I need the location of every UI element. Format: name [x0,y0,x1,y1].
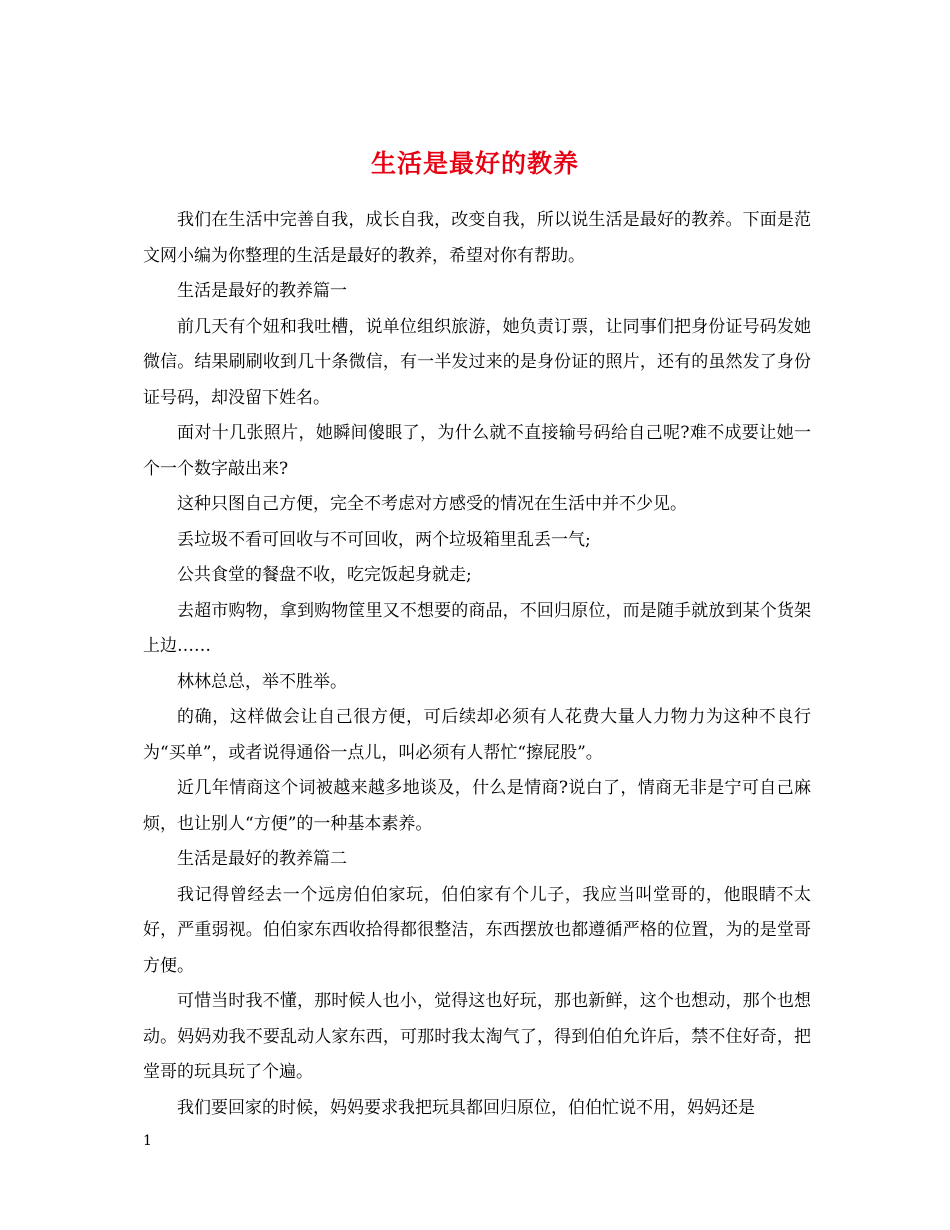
page-number: 1 [143,1133,152,1149]
paragraph: 林林总总，举不胜举。 [177,671,347,692]
section-heading: 生活是最好的教养篇二 [177,849,347,869]
paragraph: 我们要回家的时候，妈妈要求我把玩具都回归原位，伯伯忙说不用，妈妈还是 [177,1097,755,1118]
paragraph: 公共食堂的餐盘不收，吃完饭起身就走; [177,565,472,585]
paragraph: 这种只图自己方便，完全不考虑对方感受的情况在生活中并不少见。 [177,494,687,514]
paragraph: 我们在生活中完善自我，成长自我，改变自我，所以说生活是最好的教养。下面是范文网小编为你整理的生活是最好的教养，希望对你有帮助。 [143,210,811,266]
paragraph: 去超市购物，拿到购物筐里又不想要的商品，不回归原位，而是随手就放到某个货架上边…… [143,600,811,656]
paragraph: 面对十几张照片，她瞬间傻眼了，为什么就不直接输号码给自己呢?难不成要让她一个一个数字敲出来? [143,423,811,479]
paragraph: 近几年情商这个词被越来越多地谈及，什么是情商?说白了，情商无非是宁可自己麻烦，也让别人“方便”的一种基本素养。 [143,778,811,834]
document-title: 生活是最好的教养 [370,148,579,178]
paragraph: 丢垃圾不看可回收与不可回收，两个垃圾箱里乱丢一气; [177,529,591,550]
paragraph: 的确，这样做会让自己很方便，可后续却必须有人花费大量人力物力为这种不良行为“买单”，或者说得通俗一点儿，叫必须有人帮忙“擦屁股”。 [143,707,811,763]
document-body [143,203,811,1126]
paragraph: 前几天有个妞和我吐槽，说单位组织旅游，她负责订票，让同事们把身份证号码发她微信。结果刷刷收到几十条微信，有一半发过来的是身份证的照片，还有的虽然发了身份证号码，却没留下姓名。 [143,316,811,408]
paragraph: 我记得曾经去一个远房伯伯家玩，伯伯家有个儿子，我应当叫堂哥的，他眼睛不太好，严重弱视。伯伯家东西收拾得都很整洁，东西摆放也都遵循严格的位置，为的是堂哥方便。 [143,884,811,976]
section-heading: 生活是最好的教养篇一 [177,281,347,301]
paragraph: 可惜当时我不懂，那时候人也小，觉得这也好玩，那也新鲜，这个也想动，那个也想动。妈妈劝我不要乱动人家东西，可那时我太淘气了，得到伯伯允许后，禁不住好奇，把堂哥的玩具玩了个遍。 [143,991,811,1082]
